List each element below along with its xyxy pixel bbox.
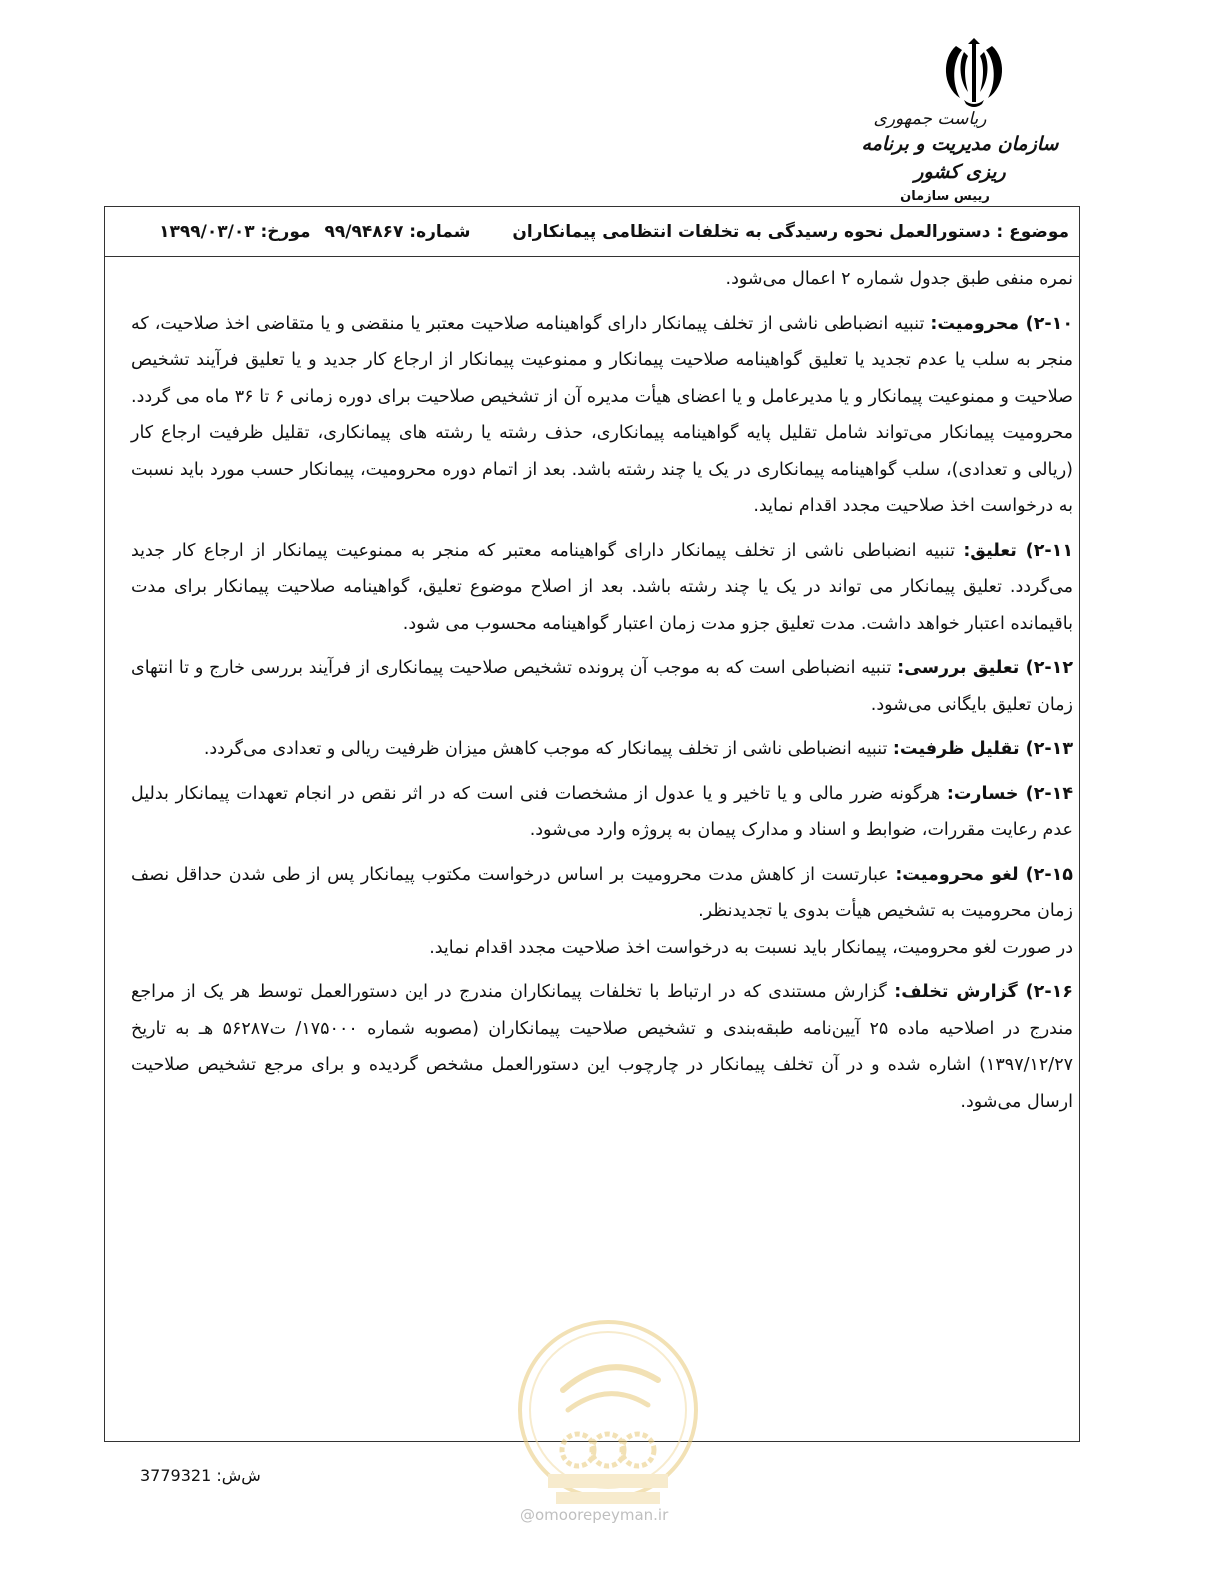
intro-paragraph: نمره منفی طبق جدول شماره ۲ اعمال می‌شود. [725,269,1073,289]
watermark-url: @omoorepeyman.ir [520,1506,669,1524]
letter-date: مورخ: ۱۳۹۹/۰۳/۰۳ [159,221,311,242]
paragraph-label: ۲-۱۵) لغو محرومیت: [895,864,1073,885]
paragraph-label: ۲-۱۲) تعلیق بررسی: [897,658,1073,678]
paragraph-2-12 [131,650,1073,723]
letter-number: شماره: ۹۹/۹۴۸۶۷ [324,221,471,242]
paragraph-label: ۲-۱۴) خسارت: [946,783,1073,804]
paragraph-2-16 [131,974,1073,1120]
watermark-logo-icon [508,1310,708,1530]
paragraph-text: عبارتست از کاهش مدت محرومیت بر اساس درخواست مکتوب پیمانکار پس از طی شدن حداقل نصف زمان محرومیت به تشخیص هیأت بدوی یا تجدیدنظر. [131,864,1073,921]
paragraph-label: ۲-۱۶) گزارش تخلف: [894,982,1073,1002]
paragraph-2-15-note: در صورت لغو محرومیت، پیمانکار باید نسبت به درخواست اخذ صلاحیت مجدد اقدام نماید. [429,937,1073,958]
paragraph-text: تنبیه انضباطی است که به موجب آن پرونده تشخیص صلاحیت پیمانکاری از فرآیند بررسی خارج و تا انتهای زمان تعلیق بایگانی می‌شود. [131,658,1073,715]
document-body [131,261,1073,1128]
paragraph-text: تنبیه انضباطی ناشی از تخلف پیمانکار دارای گواهینامه معتبر که منجر به ممنوعیت پیمانکار از ارجاع کار جدید می‌گردد. تعلیق پیمانکار می تواند در یک یا چند رشته باشد. بعد از اصلاح موضوع تعلیق، گواهینامه صلاحیت پیمانکار برای مدت باقیمانده اعتبار خواهد داشت. مدت تعلیق جزو مدت زمان اعتبار گواهینامه محسوب می شود. [131,540,1073,634]
paragraph-2-11 [131,533,1073,643]
paragraph-text: تنبیه انضباطی ناشی از تخلف پیمانکار که موجب کاهش میزان ظرفیت ریالی و تعدادی می‌گردد. [203,739,888,759]
subject-bar [105,207,1079,257]
paragraph-label: ۲-۱۰) محرومیت: [930,313,1073,334]
organization-header [840,108,1080,208]
document-frame [104,206,1080,1442]
paragraph-label: ۲-۱۱) تعلیق: [963,540,1073,561]
paragraph-2-14 [131,776,1073,849]
paragraph-2-13 [131,731,1073,768]
paragraph-2-15 [131,857,1073,930]
paragraph-text: گزارش مستندی که در ارتباط با تخلفات پیمانکاران مندرج در این دستورالعمل توسط هر یک از مراجع مندرج در اصلاحیه ماده ۲۵ آیین‌نامه طبقه‌بندی و تشخیص صلاحیت پیمانکاران (مصوبه شماره ۱۷۵۰۰۰/ ت۵۶۲۸۷ هـ به تاریخ ۱۳۹۷/۱۲/۲۷) اشاره شده و در آن تخلف پیمانکار در چارچوب این دستورالعمل مشخص گردیده و برای مرجع تشخیص صلاحیت ارسال می‌شود. [131,982,1074,1112]
org-line-name: سازمان مدیریت و برنامه ریزی کشور [861,133,1059,183]
paragraph-label: ۲-۱۳) تقلیل ظرفیت: [892,739,1073,759]
org-line-title: رییس سازمان [900,189,990,204]
paragraph-text: هرگونه ضرر مالی و یا تاخیر و یا عدول از مشخصات فنی است که در اثر نقص در انجام تعهدات پیمانکار بدلیل عدم رعایت مقررات، ضوابط و اسناد و مدارک پیمان به پروژه وارد می‌شود. [131,783,1073,840]
paragraph-text: تنبیه انضباطی ناشی از تخلف پیمانکار دارای گواهینامه صلاحیت معتبر یا منقضی و یا متقاضی اخذ صلاحیت، که منجر به سلب یا عدم تجدید یا تعلیق گواهینامه صلاحیت پیمانکار و ممنوعیت پیمانکار از ارجاع کار جدید و یا تعلیق فرآیند تشخیص صلاحیت و ممنوعیت پیمانکار و یا مدیرعامل و یا اعضای هیأت مدیره آن از تشخیص صلاحیت برای دوره زمانی ۶ تا ۳۶ ماه می گردد. محرومیت پیمانکار می‌تواند شامل تقلیل پایه گواهینامه پیمانکاری، حذف رشته یا رشته های پیمانکاری، تقلیل ظرفیت ارجاع کار (ریالی و تعدادی)، سلب گواهینامه پیمانکاری در یک یا چند رشته باشد. بعد از اتمام دوره محرومیت، پیمانکار حسب مورد باید نسبت به درخواست اخذ صلاحیت مجدد اقدام نماید. [131,313,1073,516]
org-line-presidency: ریاست جمهوری [873,109,987,129]
reference-number: ش‌ش: 3779321 [140,1466,261,1485]
paragraph-2-10 [131,306,1073,525]
national-emblem-icon [934,38,1014,108]
subject-text: موضوع : دستورالعمل نحوه رسیدگی به تخلفات انتظامی پیمانکاران [512,221,1069,242]
